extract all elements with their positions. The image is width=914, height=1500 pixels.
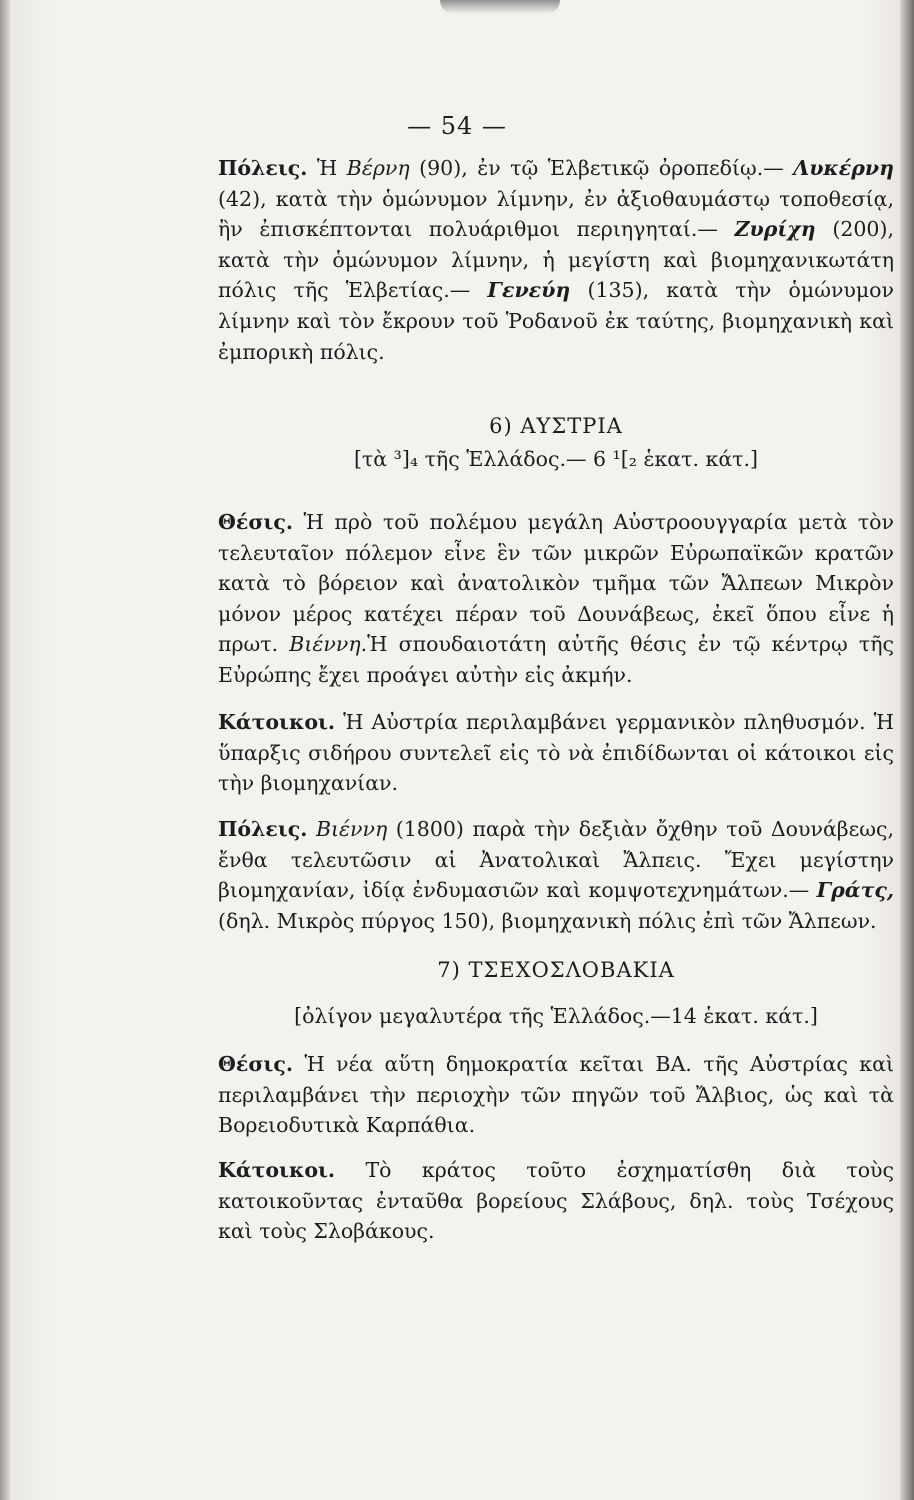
paragraph-heading: Θέσις. [218,510,293,534]
city-name: Λυκέρνη [793,156,895,180]
section-title-austria: 6) ΑΥΣΤΡΙΑ [489,414,623,438]
paragraph-text: Ἡ νέα αὕτη δημοκρατία κεῖται ΒΑ. τῆς Αὐστρίας καὶ περιλαμβάνει τὴν περιοχὴν τῶν πηγῶν τοῦ Ἄλβιος, ὡς καὶ τὰ Βορειοδυτικὰ Καρπάθια. [218,1052,894,1138]
scan-smudge [440,0,560,14]
paragraph-text: Ἡ σπουδαιοτάτη αὐτῆς θέσις ἐν τῷ κέντρῳ τῆς Εὐρώπης ἔχει προάγει αὐτὴν εἰς ἀκμήν. [218,632,894,687]
section-subtitle-austria: [τὰ ³]₄ τῆς Ἑλλάδος.— 6 ¹[₂ ἑκατ. κάτ.] [353,447,759,471]
paragraph-heading: Κάτοικοι. [218,710,336,734]
paragraph-text: (200), κατὰ τὴν ὁμώνυμον λίμνην, ἡ μεγίστη καὶ βιομηχανικωτάτη πόλις τῆς Ἑλβετίας.— [218,217,894,303]
city-name: Ζυρίχη [734,217,816,242]
paragraph-text [307,817,316,841]
paragraph-text: Ἡ πρὸ τοῦ πολέμου μεγάλη Αὐστροουγγαρία μετὰ τὸν τελευταῖον πόλεμον εἶνε ἓν τῶν μικρῶν Εὐρωπαϊκῶν κρατῶν κατὰ τὸ βόρειον καὶ ἀνατολικὸν τμῆμα τῶν Ἄλπεων Μικρὸν μόνον μέρος κατέχει πέραν τοῦ Δουνάβεως, ἐκεῖ ὅπου εἶνε ἡ πρωτ. [218,510,894,657]
page-number: — 54 — [407,112,507,140]
section-title-czechoslovakia: 7) ΤΣΕΧΟΣΛΟΒΑΚΙΑ [437,958,675,982]
paragraph-position-czechoslovakia [218,1049,894,1141]
paragraph-text: (42), κατὰ τὴν ὁμώνυμον λίμνην, ἐν ἀξιοθαυμάστῳ τοποθεσίᾳ, ἣν ἐπισκέπτονται πολυάριθμοι περιηγηταί.— [218,186,894,242]
paragraph-text: (δηλ. Μικρὸς πύργος 150), βιομηχανικὴ πόλις ἐπὶ τῶν Ἄλπεων. [218,908,877,933]
paragraph-text: (90), ἐν τῷ Ἑλβετικῷ ὀροπεδίῳ.— [409,156,794,180]
paragraph-inhabitants-czechoslovakia [218,1155,894,1247]
paragraph-heading: Πόλεις. [218,817,308,841]
paragraph-text: (1800) παρὰ τὴν δεξιὰν ὄχθην τοῦ Δουνάβεως, ἔνθα τελευτῶσιν αἱ Ἀνατολικαὶ Ἄλπεις. Ἔχει μεγίστην βιομηχανίαν, ἰδίᾳ ἐνδυμασιῶν καὶ κομψοτεχνημάτων.— [218,817,894,903]
paragraph-text: (135), κατὰ τὴν ὁμώνυμον λίμνην καὶ τὸν ἔκρουν τοῦ Ῥοδανοῦ ἐκ ταύτης, βιομηχανικὴ καὶ ἐμπορικὴ πόλις. [218,278,894,364]
section-subtitle-czechoslovakia: [ὀλίγον μεγαλυτέρα τῆς Ἑλλάδος.—14 ἑκατ. κάτ.] [294,1004,818,1028]
paragraph-text: Ἡ [307,156,347,180]
city-name: Γράτς, [816,878,894,903]
paragraph-position-austria [218,507,894,691]
page-edge-left [0,0,10,1500]
paragraph-text: Ἡ Αὐστρία περιλαμβάνει γερμανικὸν πληθυσμόν. Ἡ ὕπαρξις σιδήρου συντελεῖ εἰς τὸ νὰ ἐπιδίδωνται οἱ κάτοικοι εἰς τὴν βιομηχανίαν. [218,710,894,796]
city-name: Βιέννη [315,817,388,841]
paragraph-heading: Θέσις. [218,1052,293,1076]
paragraph-text: Τὸ κράτος τοῦτο ἐσχηματίσθη διὰ τοὺς κατοικοῦντας ἐνταῦθα βορείους Σλάβους, δηλ. τοὺς Τσέχους καὶ τοὺς Σλοβάκους. [218,1158,894,1244]
page-edge-right [900,0,914,1500]
paragraph-inhabitants-austria [218,707,894,799]
paragraph-cities-switzerland [218,153,894,367]
paragraph-heading: Κάτοικοι. [218,1158,336,1182]
city-name: Βέρνη [346,156,410,180]
city-name: Γενεύη [487,278,571,303]
city-name: Βιέννη. [289,632,368,657]
paragraph-heading: Πόλεις. [218,156,308,180]
paragraph-cities-austria [218,814,894,936]
